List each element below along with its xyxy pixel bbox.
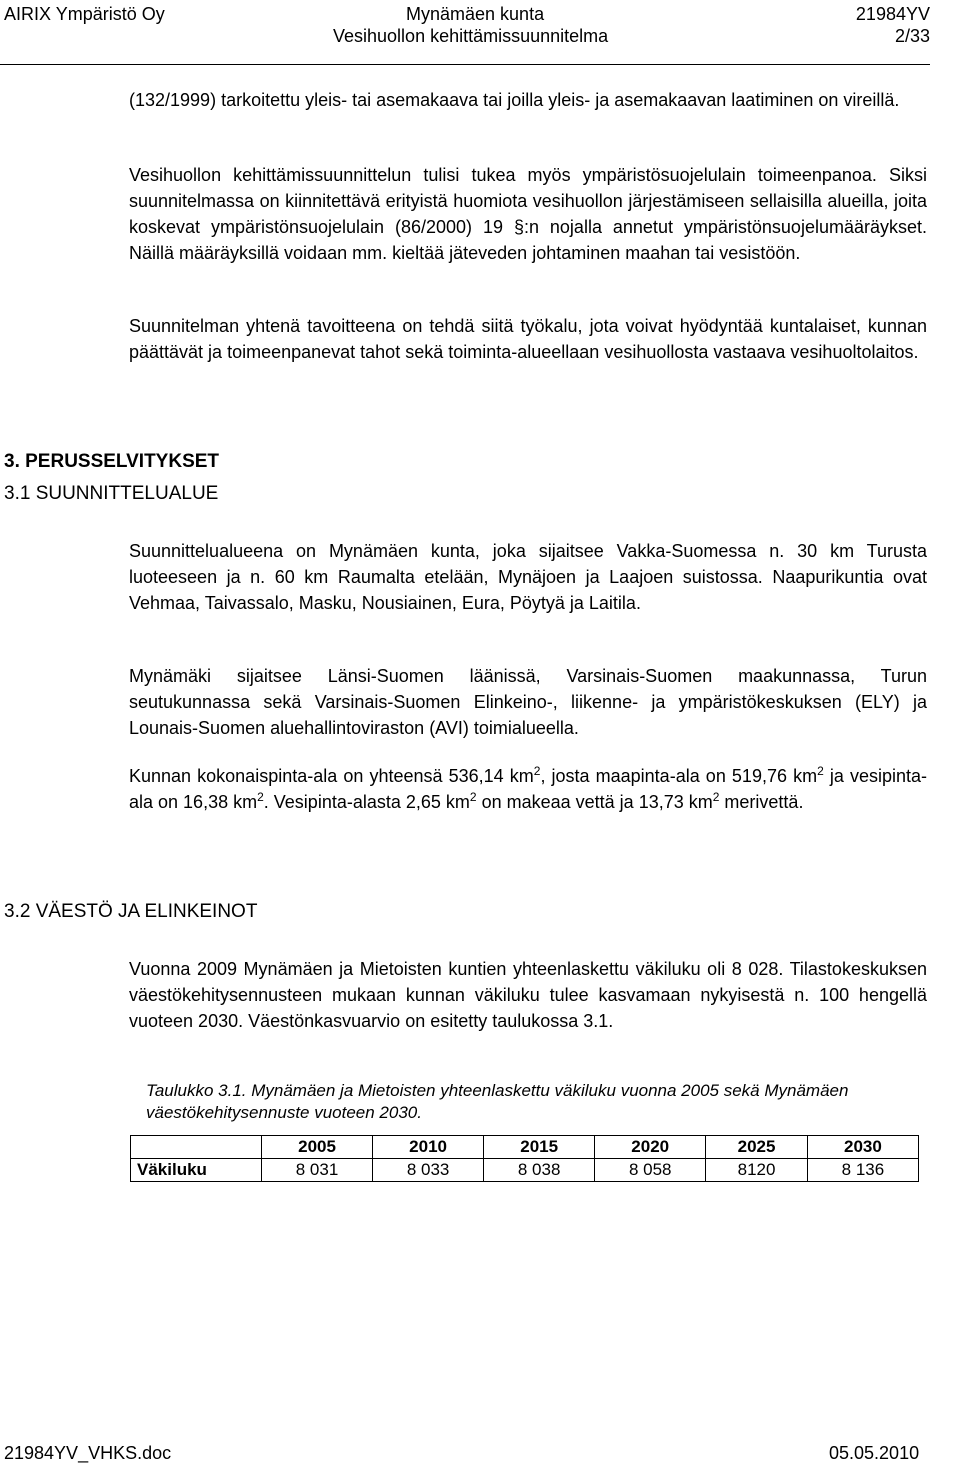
header-page-number: 2/33 <box>894 26 930 46</box>
paragraph-2: Vesihuollon kehittämissuunnittelun tulisi tukea myös ympäristösuojelulain toimeenpanoa. Siksi suunnitelmassa on kiinnitettävä erityistä huomiota vesihuollon järjestämiseen sellaisilla alueilla, joita koskevat ympäristönsuojelulain (86/2000) 19 §:n nojalla annetut ympäristönsuojelumääräykset. Näillä määräyksillä voidaan mm. kieltää jäteveden johtaminen maahan tai vesistöön. <box>129 165 927 263</box>
year-header: 2015 <box>484 1136 595 1159</box>
population-table <box>130 1135 919 1182</box>
year-header: 2020 <box>595 1136 706 1159</box>
population-value: 8 031 <box>262 1159 373 1182</box>
footer-date: 05.05.2010 <box>829 1443 920 1463</box>
header-company: AIRIX Ympäristö Oy <box>4 4 165 24</box>
header-doc-code: 21984YV <box>855 4 930 24</box>
header-divider <box>0 64 930 65</box>
page-header <box>4 3 930 47</box>
population-value: 8 058 <box>595 1159 706 1182</box>
table-corner-cell <box>131 1136 262 1159</box>
paragraph-3: Suunnitelman yhtenä tavoitteena on tehdä siitä työkalu, jota voivat hyödyntää kuntalaiset, kunnan päättävät ja toimeenpanevat tahot sekä toiminta-alueellaan vesihuollosta vastaava vesihuoltolaitos. <box>129 316 927 362</box>
year-header: 2030 <box>807 1136 918 1159</box>
year-header: 2005 <box>262 1136 373 1159</box>
population-value: 8 038 <box>484 1159 595 1182</box>
paragraph-1: (132/1999) tarkoitettu yleis- tai asemakaava tai joilla yleis- ja asemakaavan laatiminen on vireillä. <box>129 90 900 110</box>
footer-filename: 21984YV_VHKS.doc <box>4 1443 172 1463</box>
section-heading-3-2: 3.2 VÄESTÖ JA ELINKEINOT <box>4 901 258 922</box>
table-row <box>131 1159 919 1182</box>
header-municipality: Mynämäen kunta <box>406 4 545 24</box>
paragraph-5: Mynämäki sijaitsee Länsi-Suomen läänissä, Varsinais-Suomen maakunnassa, Turun seutukunnassa sekä Varsinais-Suomen Elinkeino-, liikenne- ja ympäristökeskuksen (ELY) ja Lounais-Suomen aluehallintoviraston (AVI) toimialueella. <box>129 666 927 738</box>
paragraph-6: Kunnan kokonaispinta-ala on yhteensä 536,14 $km^2$, josta maapinta-ala on 519,76 $km^2$ ja vesipinta-ala on 16,38 $km^2$. Vesipinta-alasta 2,65 $km^2$ on makeaa vettä ja 13,73 $km^2$ merivettä. <box>129 764 927 812</box>
population-value: 8120 <box>706 1159 808 1182</box>
paragraph-7: Vuonna 2009 Mynämäen ja Mietoisten kuntien yhteenlaskettu väkiluku oli 8 028. Tilastokeskuksen väestökehitysennusteen mukaan kunnan väkiluku tulee kasvamaan nykyisestä n. 100 hengellä vuoteen 2030. Väestönkasvuarvio on esitetty taulukossa 3.1. <box>129 959 927 1031</box>
paragraph-4: Suunnittelualueena on Mynämäen kunta, joka sijaitsee Vakka-Suomessa n. 30 km Turusta luoteeseen ja n. 60 km Raumalta etelään, Mynäjoen ja Laajoen suistossa. Naapurikuntia ovat Vehmaa, Taivassalo, Masku, Nousiainen, Eura, Pöytyä ja Laitila. <box>129 541 927 613</box>
row-label: Väkiluku <box>131 1159 262 1182</box>
header-doc-title: Vesihuollon kehittämissuunnitelma <box>333 26 609 46</box>
table-caption: Taulukko 3.1. Mynämäen ja Mietoisten yhteenlaskettu väkiluku vuonna 2005 sekä Mynämäen väestökehitysennuste vuoteen 2030. <box>146 1081 849 1122</box>
population-value: 8 136 <box>807 1159 918 1182</box>
year-header: 2025 <box>706 1136 808 1159</box>
section-heading-3-1: 3.1 SUUNNITTELUALUE <box>4 483 219 504</box>
section-heading-3: 3. PERUSSELVITYKSET <box>4 451 220 472</box>
table-header-row <box>131 1136 919 1159</box>
population-value: 8 033 <box>373 1159 484 1182</box>
year-header: 2010 <box>373 1136 484 1159</box>
